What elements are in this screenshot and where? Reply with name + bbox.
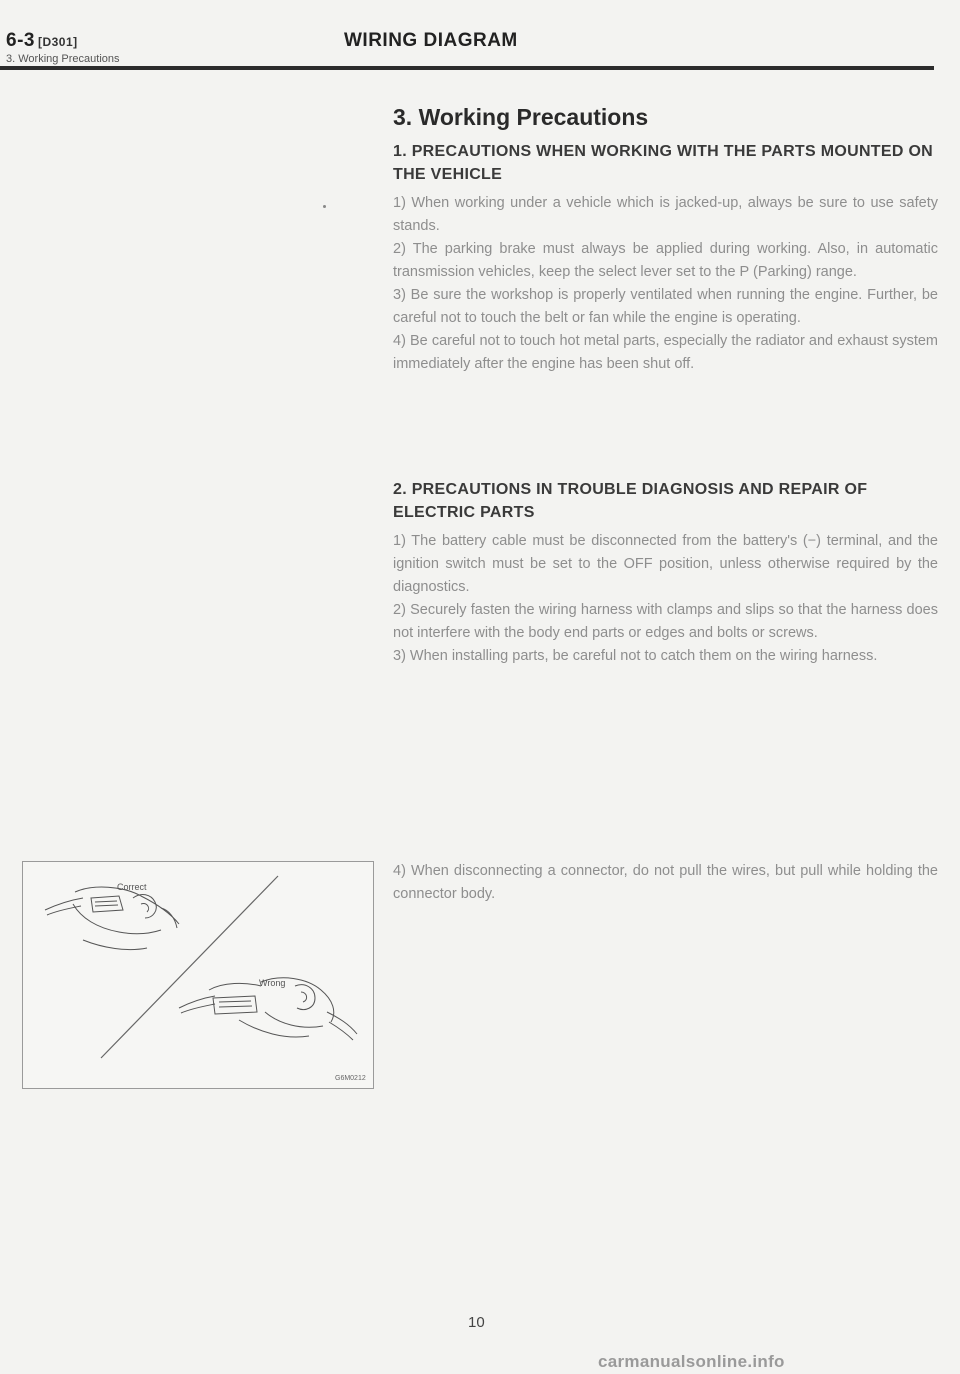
figure-code: G6M0212	[335, 1075, 366, 1082]
list-item: 1) The battery cable must be disconnected from the battery's (−) terminal, and the ignition switch must be set to the OFF position, unless otherwise required by the diagnostics.	[393, 533, 938, 595]
figure-label-wrong: Wrong	[259, 978, 286, 988]
subheading-vehicle: 1. PRECAUTIONS WHEN WORKING WITH THE PARTS MOUNTED ON THE VEHICLE	[393, 143, 934, 183]
paragraph-vehicle	[393, 192, 938, 376]
figure-label-correct: Correct	[117, 882, 147, 892]
ref-code: [D301]	[37, 35, 78, 49]
header-section-code	[6, 30, 78, 52]
list-item: 4) Be careful not to touch hot metal parts, especially the radiator and exhaust system immediately after the engine has been shut off.	[393, 333, 938, 372]
paragraph-item4: 4) When disconnecting a connector, do not pull the wires, but pull while holding the connector body.	[393, 863, 938, 902]
header-rule	[0, 66, 934, 70]
correct-hand-illustration	[45, 887, 179, 950]
header-title: WIRING DIAGRAM	[344, 30, 518, 51]
divider-line	[101, 876, 278, 1058]
connector-figure	[22, 861, 374, 1089]
section-code: 6-3	[6, 30, 35, 51]
list-item: 3) When installing parts, be careful not to catch them on the wiring harness.	[393, 648, 878, 664]
list-item: 3) Be sure the workshop is properly ventilated when running the engine. Further, be careful not to touch the belt or fan while the engine is operating.	[393, 287, 938, 326]
list-item: 2) Securely fasten the wiring harness with clamps and slips so that the harness does not interfere with the body end parts or edges and bolts or screws.	[393, 602, 938, 641]
subheading-electric: 2. PRECAUTIONS IN TROUBLE DIAGNOSIS AND REPAIR OF ELECTRIC PARTS	[393, 481, 868, 521]
header-subtitle: 3. Working Precautions	[6, 53, 120, 65]
section-title: 3. Working Precautions	[393, 104, 649, 130]
page-number: 10	[468, 1314, 485, 1331]
connector-illustration	[23, 862, 373, 1088]
watermark: carmanualsonline.info	[598, 1352, 785, 1371]
speck	[323, 205, 326, 208]
list-item: 1) When working under a vehicle which is jacked-up, always be sure to use safety stands.	[393, 195, 938, 234]
list-item: 2) The parking brake must always be applied during working. Also, in automatic transmission vehicles, keep the select lever set to the P (Parking) range.	[393, 241, 938, 280]
paragraph-electric	[393, 530, 938, 668]
